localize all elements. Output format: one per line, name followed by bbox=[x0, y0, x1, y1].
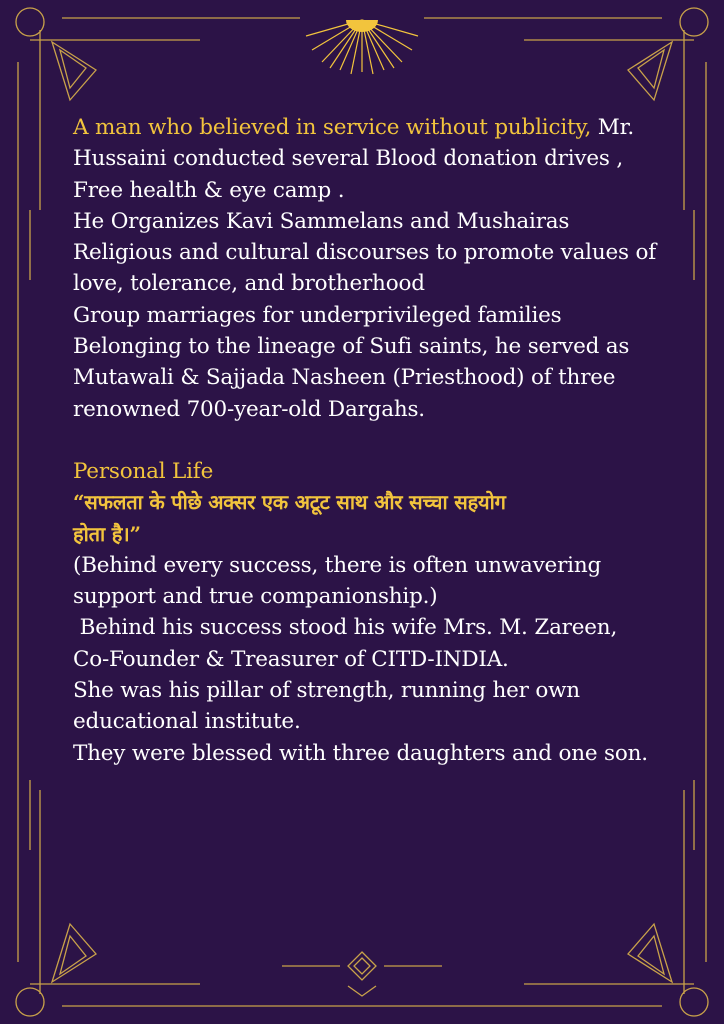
intro-line: Free health & eye camp . bbox=[73, 177, 345, 203]
intro-line: Mutawali & Sajjada Nasheen (Priesthood) of three bbox=[73, 365, 616, 391]
content bbox=[73, 112, 663, 769]
intro-line: Belonging to the lineage of Sufi saints, he served as bbox=[73, 334, 630, 360]
intro-line-1 bbox=[73, 112, 663, 143]
intro-line: Hussaini conducted several Blood donation drives , bbox=[73, 146, 623, 172]
intro-rest: Mr. bbox=[591, 115, 634, 140]
personal-line: Behind his success stood his wife Mrs. M. Zareen, bbox=[73, 615, 618, 641]
intro-highlight: A man who believed in service without publicity, bbox=[73, 115, 592, 140]
intro-line: love, tolerance, and brotherhood bbox=[73, 271, 425, 297]
personal-line: Co-Founder & Treasurer of CITD-INDIA. bbox=[73, 646, 509, 672]
intro-line: renowned 700-year-old Dargahs. bbox=[73, 396, 425, 422]
personal-line: She was his pillar of strength, running her own bbox=[73, 678, 580, 704]
intro-line: He Organizes Kavi Sammelans and Mushairas bbox=[73, 208, 570, 234]
personal-line: (Behind every success, there is often unwavering bbox=[73, 552, 602, 578]
hindi-quote-line-2: होता है।” bbox=[73, 521, 141, 546]
intro-line: Group marriages for underprivileged families bbox=[73, 302, 562, 328]
personal-line: educational institute. bbox=[73, 709, 301, 735]
personal-life-heading: Personal Life bbox=[73, 458, 214, 484]
personal-line: support and true companionship.) bbox=[73, 584, 438, 610]
intro-line: Religious and cultural discourses to promote values of bbox=[73, 240, 657, 266]
personal-line: They were blessed with three daughters and one son. bbox=[73, 740, 648, 766]
hindi-quote-line-1: “सफलता के पीछे अक्सर एक अटूट साथ और सच्चा सहयोग bbox=[73, 490, 506, 515]
